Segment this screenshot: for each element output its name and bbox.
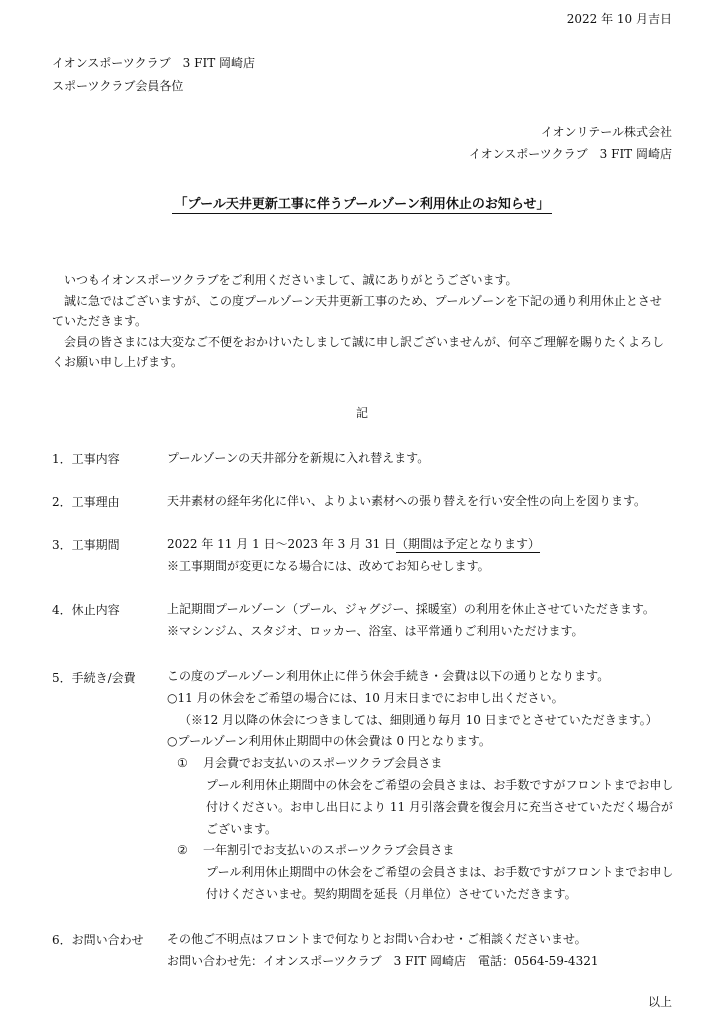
ki-marker: 記 <box>355 406 368 420</box>
item-1-label: 1．工事内容 <box>52 452 120 466</box>
intro <box>52 270 672 373</box>
sub-item-2-body: プール利用休止期間中の休会をご希望の会員さまは、お手数ですがフロントまでお申し付けくださいませ。契約期間を延長（月単位）させていただきます。 <box>206 865 674 901</box>
item-3-note: ※工事期間が変更になる場合には、改めてお知らせします。 <box>167 558 490 573</box>
sub-item-2-mark: ② <box>177 843 188 858</box>
closing-mark: 以上 <box>647 995 672 1009</box>
sub-item-2-title-text: 一年割引でお支払いのスポーツクラブ会員さま <box>203 843 455 858</box>
item-3-label: 3．工事期間 <box>52 538 120 552</box>
item-2-label: 2．工事理由 <box>52 495 120 509</box>
notice-title <box>0 196 724 214</box>
item-6-body <box>167 929 677 973</box>
sub-item-1-title-text: 月会費でお支払いのスポーツクラブ会員さま <box>203 756 443 771</box>
item-5-line: （※12 月以降の休会につきましては、細則通り毎月 10 日までとさせていただきます。） <box>179 712 658 727</box>
intro-paragraph: 会員の皆さまには大変なご不便をおかけいたしまして誠に申し訳ございませんが、何卒ご理解を賜りたくよろしくお願い申し上げます。 <box>52 334 665 369</box>
item-4-text: 上記期間プールゾーン（プール、ジャグジー、採暖室）の利用を休止させていただきます。 <box>167 602 655 616</box>
item-2-text: 天井素材の経年劣化に伴い、よりよい素材への張り替えを行い安全性の向上を図ります。 <box>167 494 647 508</box>
item-6-line: その他ご不明点はフロントまで何なりとお問い合わせ・ご相談くださいませ。 <box>167 932 587 946</box>
contact-line: お問い合わせ先：イオンスポーツクラブ 3 FIT 岡崎店 電話：0564-59-4321 <box>167 953 599 968</box>
item-5-body <box>167 666 677 906</box>
sub-item-2-title <box>167 840 677 862</box>
item-4-body <box>167 599 677 643</box>
item-5-line: ○プールゾーン利用休止期間中の休会費は 0 円となります。 <box>167 734 491 749</box>
item-5-line: ○11 月の休会をご希望の場合には、10 月末日までにお申し出ください。 <box>167 690 564 705</box>
sub-item-1-mark: ① <box>177 756 188 771</box>
item-1-body <box>167 448 677 470</box>
intro-paragraph: いつもイオンスポーツクラブをご利用くださいまして、誠にありがとうございます。 <box>64 273 518 287</box>
sub-item-1-body: プール利用休止期間中の休会をご希望の会員さまは、お手数ですがフロントまでお申し付けください。お申し出日により 11 月引落会費を復会月に充当させていただく場合がございます。 <box>206 777 674 836</box>
issue-date: 2022 年 10 月吉日 <box>566 12 672 26</box>
item-4-label: 4．休止内容 <box>52 603 120 617</box>
notice-title-text: 「プール天井更新工事に伴うプールゾーン利用休止のお知らせ」 <box>174 197 550 212</box>
recipient-store: イオンスポーツクラブ 3 FIT 岡崎店 <box>52 56 256 70</box>
sender-store: イオンスポーツクラブ 3 FIT 岡崎店 <box>468 147 672 161</box>
item-6-label: 6．お問い合わせ <box>52 933 144 947</box>
item-3-period-line <box>167 534 677 556</box>
item-3-body <box>167 534 677 578</box>
work-period: 2022 年 11 月 1 日～2023 年 3 月 31 日 <box>167 537 397 551</box>
item-4-note: ※マシンジム、スタジオ、ロッカー、浴室、は平常通りご利用いただけます。 <box>167 623 584 638</box>
work-period-note: （期間は予定となります） <box>396 537 541 551</box>
item-2-body <box>167 491 677 513</box>
item-1-text: プールゾーンの天井部分を新規に入れ替えます。 <box>167 451 430 465</box>
intro-paragraph: 誠に急ではございますが、この度プールゾーン天井更新工事のため、プールゾーンを下記の通り利用休止とさせていただきます。 <box>52 293 662 328</box>
sender-company: イオンリテール株式会社 <box>540 125 672 139</box>
sub-item-1-title <box>167 753 677 775</box>
item-5-line: この度のプールゾーン利用休止に伴う休会手続き・会費は以下の通りとなります。 <box>167 669 610 683</box>
item-5-label: 5．手続き/会費 <box>52 671 136 685</box>
recipient: スポーツクラブ会員各位 <box>52 79 184 93</box>
